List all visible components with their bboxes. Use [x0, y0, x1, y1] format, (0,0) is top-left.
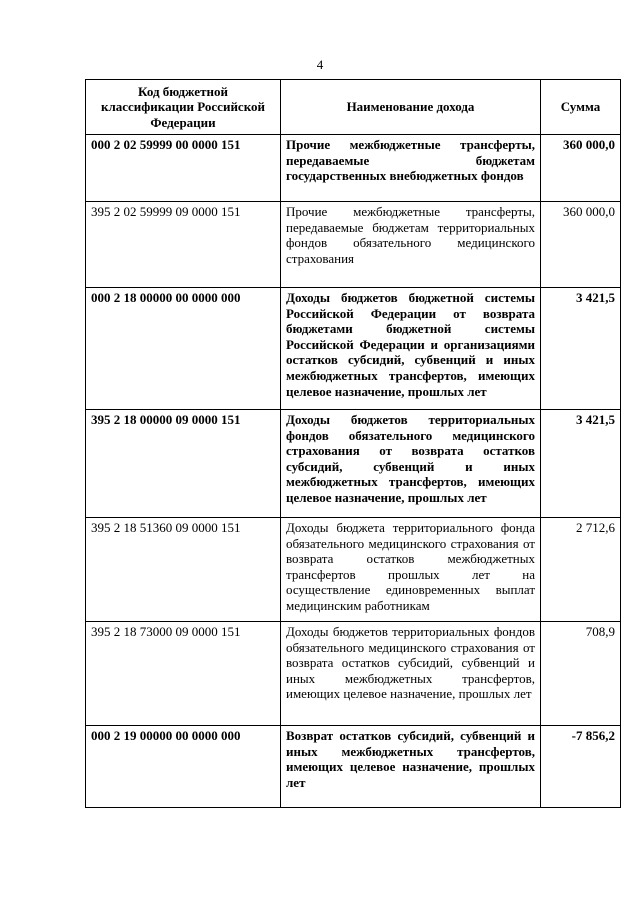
sum-cell: 3 421,5	[541, 288, 621, 410]
code-cell: 000 2 19 00000 00 0000 000	[86, 726, 281, 808]
page-number: 4	[316, 57, 324, 72]
sum-cell: -7 856,2	[541, 726, 621, 808]
table-row	[86, 518, 621, 622]
name-cell: Доходы бюджетов бюджетной системы Российской Федерации от возврата бюджетами бюджетной системы Российской Федерации и организациями остатков субсидий, субвенций и иных межбюджетных трансфертов, имеющих целевое назначение, прошлых лет	[281, 288, 541, 410]
table-header-row	[86, 80, 621, 135]
table-row	[86, 288, 621, 410]
table-row	[86, 622, 621, 726]
table-row	[86, 410, 621, 518]
sum-cell: 3 421,5	[541, 410, 621, 518]
name-cell: Возврат остатков субсидий, субвенций и иных межбюджетных трансфертов, имеющих целевое назначение, прошлых лет	[281, 726, 541, 808]
table-row	[86, 135, 621, 202]
name-cell: Доходы бюджетов территориальных фондов обязательного медицинского страхования от возврата остатков субсидий, субвенций и иных межбюджетных трансфертов, имеющих целевое назначение, прошлых лет	[281, 622, 541, 726]
budget-income-table	[85, 79, 621, 808]
table-row	[86, 726, 621, 808]
code-cell: 395 2 18 51360 09 0000 151	[86, 518, 281, 622]
sum-cell: 708,9	[541, 622, 621, 726]
code-cell: 000 2 02 59999 00 0000 151	[86, 135, 281, 202]
name-cell: Прочие межбюджетные трансферты, передаваемые бюджетам территориальных фондов обязательного медицинского страхования	[281, 202, 541, 288]
sum-cell: 360 000,0	[541, 202, 621, 288]
name-cell: Доходы бюджета территориального фонда обязательного медицинского страхования от возврата остатков межбюджетных трансфертов прошлых лет на осуществление единовременных выплат медицинским работникам	[281, 518, 541, 622]
sum-cell: 360 000,0	[541, 135, 621, 202]
code-cell: 395 2 18 73000 09 0000 151	[86, 622, 281, 726]
header-sum: Сумма	[541, 80, 621, 135]
name-cell: Доходы бюджетов территориальных фондов обязательного медицинского страхования от возврата остатков субсидий, субвенций и иных межбюджетных трансфертов, имеющих целевое назначение, прошлых лет	[281, 410, 541, 518]
header-code: Код бюджетной классификации Российской Федерации	[86, 80, 281, 135]
code-cell: 000 2 18 00000 00 0000 000	[86, 288, 281, 410]
table-row	[86, 202, 621, 288]
name-cell: Прочие межбюджетные трансферты, передаваемые бюджетам государственных внебюджетных фондов	[281, 135, 541, 202]
sum-cell: 2 712,6	[541, 518, 621, 622]
code-cell: 395 2 02 59999 09 0000 151	[86, 202, 281, 288]
code-cell: 395 2 18 00000 09 0000 151	[86, 410, 281, 518]
header-name: Наименование дохода	[281, 80, 541, 135]
